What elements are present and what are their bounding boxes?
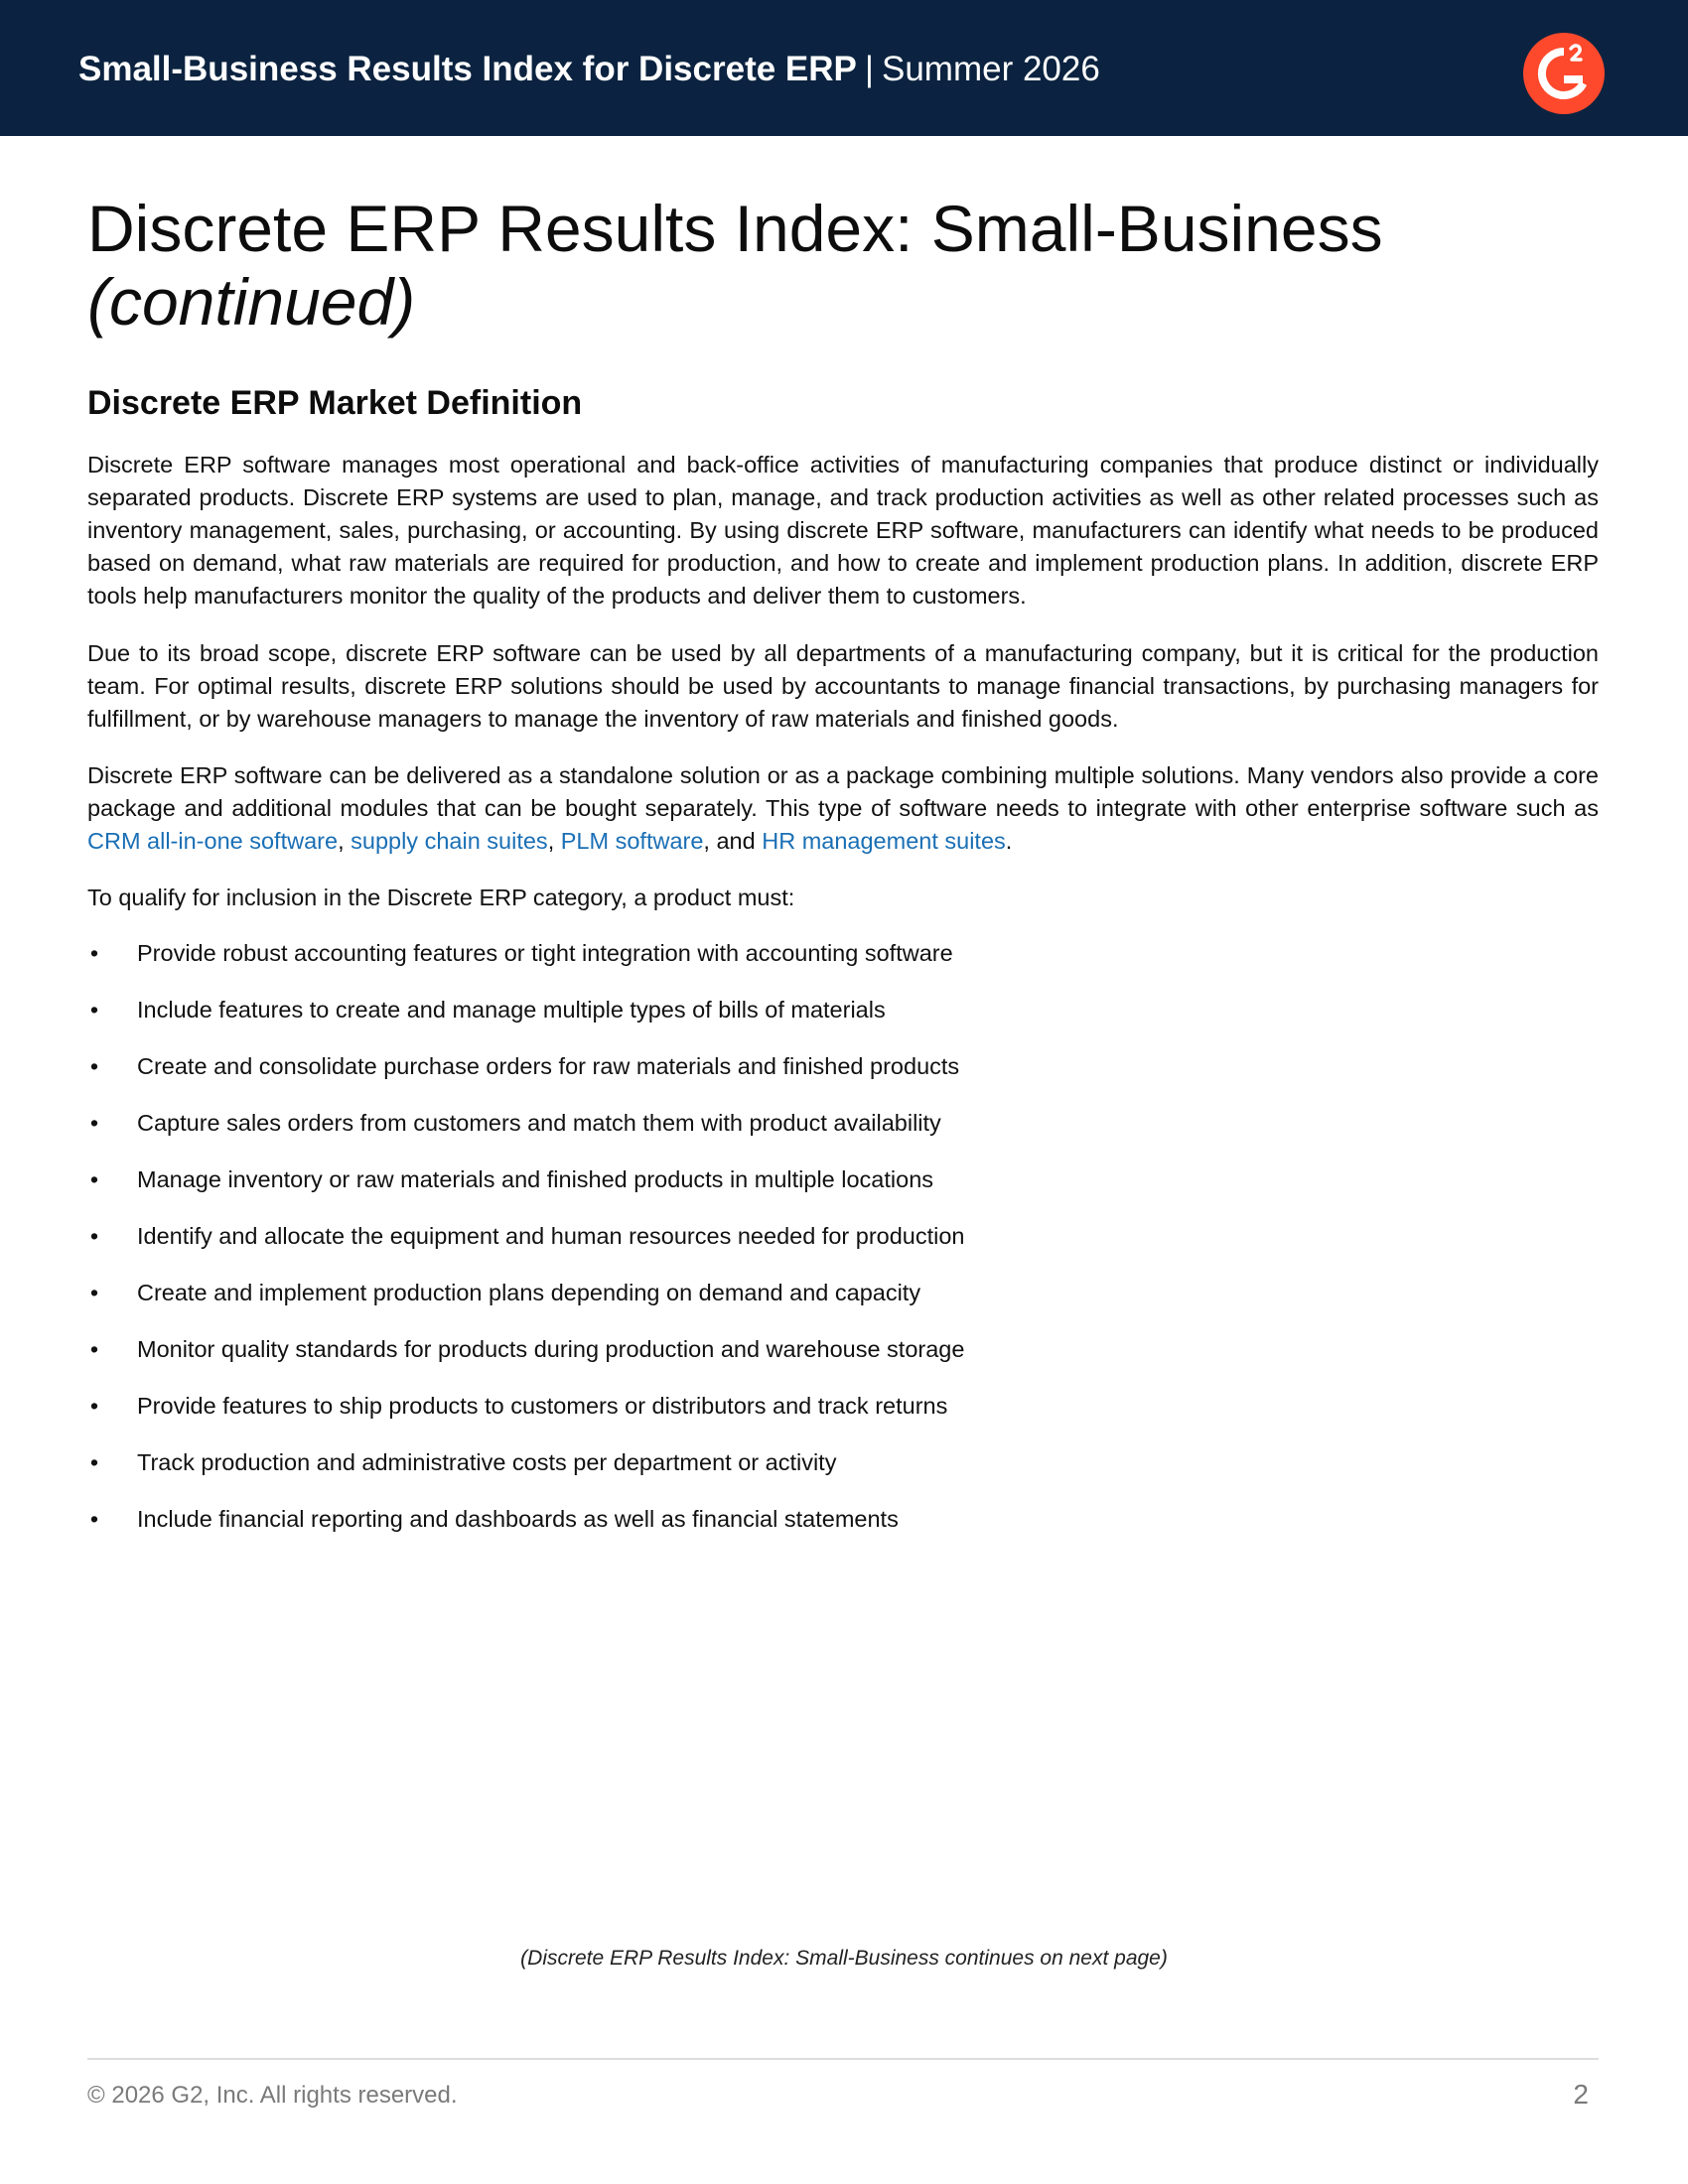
criteria-item	[87, 1107, 1477, 1163]
definition-paragraph-1: Discrete ERP software manages most operational and back-office activities of manufacturing companies that produce distinct or individually separated products. Discrete ERP systems are used to plan, manage, and track production activities as well as other related processes such as inventory management, sales, purchasing, or accounting. By using discrete ERP software, manufacturers can identify what needs to be produced based on demand, what raw materials are required for production, and how to create and implement production plans. In addition, discrete ERP tools help manufacturers monitor the quality of the products and deliver them to customers.	[87, 452, 1599, 609]
link-separator: ,	[338, 828, 352, 854]
header-bar	[0, 0, 1688, 136]
criteria-text: Identify and allocate the equipment and human resources needed for production	[137, 1223, 965, 1249]
criteria-text: Include features to create and manage multiple types of bills of materials	[137, 997, 886, 1023]
copyright-text: © 2026 G2, Inc. All rights reserved.	[87, 2082, 458, 2109]
bullet-icon: •	[89, 997, 99, 1023]
page-title	[87, 192, 1597, 339]
criteria-list	[87, 937, 1477, 1560]
page-number: 2	[1573, 2079, 1589, 2110]
bullet-icon: •	[89, 1053, 99, 1079]
page-title-main: Discrete ERP Results Index: Small-Business	[87, 192, 1383, 265]
header-title	[78, 46, 1100, 93]
bullet-icon: •	[89, 1110, 99, 1136]
g2-logo-icon	[1523, 33, 1605, 114]
bullet-icon: •	[89, 1280, 99, 1305]
criteria-item	[87, 1277, 1477, 1333]
criteria-text: Create and consolidate purchase orders for raw materials and finished products	[137, 1053, 960, 1079]
supply-chain-suites-link[interactable]: supply chain suites	[351, 828, 548, 854]
hr-management-suites-link[interactable]: HR management suites	[762, 828, 1006, 854]
criteria-item	[87, 1446, 1477, 1503]
criteria-text: Manage inventory or raw materials and finished products in multiple locations	[137, 1166, 934, 1192]
paragraph-3-end: .	[1005, 828, 1013, 854]
criteria-item	[87, 1220, 1477, 1277]
criteria-item	[87, 1163, 1477, 1220]
criteria-text: Provide features to ship products to customers or distributors and track returns	[137, 1393, 948, 1419]
definition-paragraph-3	[87, 759, 1599, 858]
criteria-item	[87, 994, 1477, 1050]
paragraph-3-text: Discrete ERP software can be delivered as a standalone solution or as a package combining multiple solutions. Many vendors also provide a core package and additional modules that can be bought separately. This type of software needs to integrate with other enterprise software such as	[87, 762, 1599, 821]
qualification-intro: To qualify for inclusion in the Discrete ERP category, a product must:	[87, 885, 795, 910]
bullet-icon: •	[89, 940, 99, 966]
criteria-item	[87, 1050, 1477, 1107]
header-season: Summer 2026	[881, 50, 1100, 88]
bullet-icon: •	[89, 1449, 99, 1475]
bullet-icon: •	[89, 1336, 99, 1362]
crm-software-link[interactable]: CRM all-in-one software	[87, 828, 339, 854]
criteria-item	[87, 1503, 1477, 1560]
link-separator: ,	[547, 828, 561, 854]
page-title-continued: (continued)	[87, 265, 416, 339]
criteria-text: Track production and administrative costs per department or activity	[137, 1449, 837, 1475]
continues-note: (Discrete ERP Results Index: Small-Business continues on next page)	[520, 1947, 1168, 1970]
criteria-item	[87, 1333, 1477, 1390]
criteria-item	[87, 1390, 1477, 1446]
criteria-text: Include financial reporting and dashboards as well as financial statements	[137, 1506, 899, 1532]
footer-divider	[87, 2058, 1599, 2060]
bullet-icon: •	[89, 1393, 99, 1419]
link-separator: , and	[703, 828, 763, 854]
header-separator: |	[864, 50, 874, 88]
criteria-text: Capture sales orders from customers and match them with product availability	[137, 1110, 941, 1136]
definition-paragraph-2: Due to its broad scope, discrete ERP software can be used by all departments of a manufacturing company, but it is critical for the production team. For optimal results, discrete ERP solutions should be used by accountants to manage financial transactions, by purchasing managers for fulfillment, or by warehouse managers to manage the inventory of raw materials and finished goods.	[87, 640, 1599, 732]
section-heading: Discrete ERP Market Definition	[87, 384, 583, 422]
criteria-text: Provide robust accounting features or tight integration with accounting software	[137, 940, 953, 966]
criteria-item	[87, 937, 1477, 994]
bullet-icon: •	[89, 1223, 99, 1249]
bullet-icon: •	[89, 1506, 99, 1532]
plm-software-link[interactable]: PLM software	[560, 828, 704, 854]
header-title-bold: Small-Business Results Index for Discrete ERP	[78, 50, 857, 88]
bullet-icon: •	[89, 1166, 99, 1192]
criteria-text: Monitor quality standards for products during production and warehouse storage	[137, 1336, 965, 1362]
criteria-text: Create and implement production plans depending on demand and capacity	[137, 1280, 921, 1305]
